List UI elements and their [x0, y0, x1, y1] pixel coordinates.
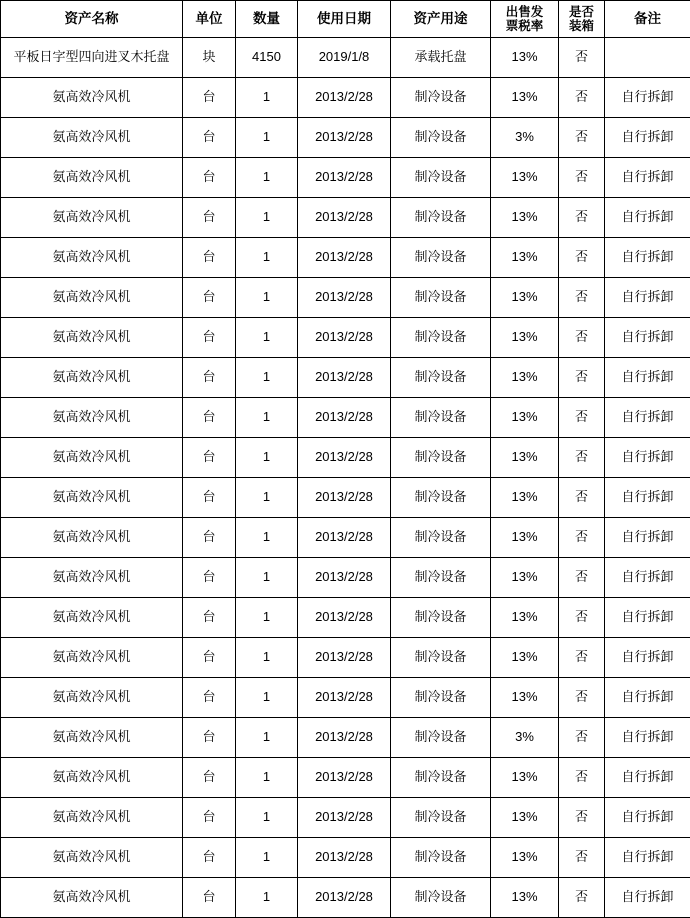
cell-remark: 自行拆卸	[605, 318, 690, 358]
cell-asset-name: 氨高效冷风机	[1, 278, 183, 318]
cell-quantity: 1	[236, 318, 298, 358]
cell-packed: 否	[559, 438, 605, 478]
cell-tax-rate: 13%	[491, 758, 559, 798]
cell-use-date: 2013/2/28	[298, 318, 391, 358]
cell-tax-rate: 13%	[491, 158, 559, 198]
cell-remark	[605, 38, 690, 78]
cell-unit: 台	[183, 718, 236, 758]
cell-quantity: 1	[236, 798, 298, 838]
cell-unit: 台	[183, 198, 236, 238]
cell-quantity: 1	[236, 358, 298, 398]
cell-remark: 自行拆卸	[605, 598, 690, 638]
column-header-use-date: 使用日期	[298, 1, 391, 38]
cell-use-date: 2013/2/28	[298, 638, 391, 678]
cell-asset-name: 氨高效冷风机	[1, 438, 183, 478]
table-row	[1, 598, 690, 638]
table-row	[1, 758, 690, 798]
cell-asset-purpose: 制冷设备	[391, 478, 491, 518]
cell-use-date: 2013/2/28	[298, 78, 391, 118]
cell-quantity: 1	[236, 678, 298, 718]
cell-packed: 否	[559, 158, 605, 198]
cell-asset-purpose: 制冷设备	[391, 238, 491, 278]
cell-asset-name: 平板日字型四向进叉木托盘	[1, 38, 183, 78]
table-row	[1, 318, 690, 358]
cell-use-date: 2019/1/8	[298, 38, 391, 78]
cell-remark: 自行拆卸	[605, 78, 690, 118]
cell-asset-name: 氨高效冷风机	[1, 78, 183, 118]
cell-tax-rate: 13%	[491, 438, 559, 478]
cell-tax-rate: 13%	[491, 598, 559, 638]
column-header-packed	[559, 1, 605, 38]
column-header-asset-purpose: 资产用途	[391, 1, 491, 38]
cell-tax-rate: 13%	[491, 878, 559, 918]
cell-packed: 否	[559, 598, 605, 638]
table-header-row	[1, 1, 690, 38]
cell-tax-rate: 13%	[491, 78, 559, 118]
cell-unit: 台	[183, 318, 236, 358]
cell-asset-name: 氨高效冷风机	[1, 238, 183, 278]
table-row	[1, 838, 690, 878]
cell-asset-name: 氨高效冷风机	[1, 118, 183, 158]
cell-quantity: 1	[236, 758, 298, 798]
cell-packed: 否	[559, 638, 605, 678]
cell-use-date: 2013/2/28	[298, 238, 391, 278]
table-row	[1, 718, 690, 758]
cell-use-date: 2013/2/28	[298, 758, 391, 798]
table-row	[1, 638, 690, 678]
cell-asset-purpose: 制冷设备	[391, 318, 491, 358]
cell-tax-rate: 13%	[491, 198, 559, 238]
cell-remark: 自行拆卸	[605, 438, 690, 478]
cell-asset-purpose: 制冷设备	[391, 718, 491, 758]
cell-asset-purpose: 制冷设备	[391, 678, 491, 718]
column-header-quantity: 数量	[236, 1, 298, 38]
cell-unit: 台	[183, 598, 236, 638]
cell-remark: 自行拆卸	[605, 838, 690, 878]
cell-quantity: 1	[236, 238, 298, 278]
cell-unit: 台	[183, 518, 236, 558]
cell-asset-purpose: 制冷设备	[391, 118, 491, 158]
cell-asset-purpose: 制冷设备	[391, 358, 491, 398]
cell-asset-purpose: 制冷设备	[391, 598, 491, 638]
cell-use-date: 2013/2/28	[298, 558, 391, 598]
cell-asset-purpose: 制冷设备	[391, 798, 491, 838]
cell-asset-purpose: 制冷设备	[391, 558, 491, 598]
cell-tax-rate: 13%	[491, 558, 559, 598]
packed-header-line-1: 是否	[561, 5, 602, 19]
cell-asset-purpose: 制冷设备	[391, 78, 491, 118]
cell-tax-rate: 13%	[491, 798, 559, 838]
cell-unit: 台	[183, 118, 236, 158]
cell-remark: 自行拆卸	[605, 718, 690, 758]
cell-packed: 否	[559, 758, 605, 798]
table-row	[1, 38, 690, 78]
cell-remark: 自行拆卸	[605, 758, 690, 798]
table-row	[1, 278, 690, 318]
cell-asset-name: 氨高效冷风机	[1, 358, 183, 398]
cell-unit: 台	[183, 838, 236, 878]
cell-asset-purpose: 制冷设备	[391, 158, 491, 198]
cell-asset-name: 氨高效冷风机	[1, 198, 183, 238]
table-header	[1, 1, 690, 38]
column-header-unit: 单位	[183, 1, 236, 38]
cell-asset-name: 氨高效冷风机	[1, 158, 183, 198]
table-row	[1, 238, 690, 278]
cell-unit: 台	[183, 358, 236, 398]
cell-use-date: 2013/2/28	[298, 358, 391, 398]
cell-remark: 自行拆卸	[605, 798, 690, 838]
cell-remark: 自行拆卸	[605, 158, 690, 198]
table-row	[1, 558, 690, 598]
cell-asset-purpose: 制冷设备	[391, 638, 491, 678]
cell-packed: 否	[559, 358, 605, 398]
cell-use-date: 2013/2/28	[298, 878, 391, 918]
cell-quantity: 1	[236, 638, 298, 678]
cell-unit: 块	[183, 38, 236, 78]
cell-quantity: 1	[236, 558, 298, 598]
cell-quantity: 1	[236, 438, 298, 478]
cell-quantity: 1	[236, 278, 298, 318]
cell-asset-purpose: 制冷设备	[391, 438, 491, 478]
table-row	[1, 358, 690, 398]
cell-asset-name: 氨高效冷风机	[1, 398, 183, 438]
cell-remark: 自行拆卸	[605, 238, 690, 278]
cell-tax-rate: 13%	[491, 238, 559, 278]
cell-tax-rate: 3%	[491, 118, 559, 158]
cell-packed: 否	[559, 478, 605, 518]
table-row	[1, 878, 690, 918]
cell-packed: 否	[559, 838, 605, 878]
cell-quantity: 1	[236, 518, 298, 558]
cell-use-date: 2013/2/28	[298, 798, 391, 838]
tax-rate-header-line-1: 出售发	[493, 5, 556, 19]
cell-asset-name: 氨高效冷风机	[1, 638, 183, 678]
cell-packed: 否	[559, 878, 605, 918]
cell-packed: 否	[559, 38, 605, 78]
cell-packed: 否	[559, 198, 605, 238]
cell-packed: 否	[559, 678, 605, 718]
cell-unit: 台	[183, 238, 236, 278]
cell-unit: 台	[183, 158, 236, 198]
cell-packed: 否	[559, 718, 605, 758]
cell-packed: 否	[559, 398, 605, 438]
cell-remark: 自行拆卸	[605, 398, 690, 438]
cell-unit: 台	[183, 398, 236, 438]
cell-packed: 否	[559, 238, 605, 278]
table-row	[1, 78, 690, 118]
table-row	[1, 798, 690, 838]
cell-tax-rate: 3%	[491, 718, 559, 758]
cell-remark: 自行拆卸	[605, 278, 690, 318]
cell-unit: 台	[183, 798, 236, 838]
table-row	[1, 678, 690, 718]
cell-quantity: 1	[236, 718, 298, 758]
table-row	[1, 158, 690, 198]
cell-use-date: 2013/2/28	[298, 478, 391, 518]
cell-remark: 自行拆卸	[605, 518, 690, 558]
cell-unit: 台	[183, 478, 236, 518]
cell-asset-name: 氨高效冷风机	[1, 758, 183, 798]
column-header-asset-name: 资产名称	[1, 1, 183, 38]
cell-asset-name: 氨高效冷风机	[1, 798, 183, 838]
cell-quantity: 1	[236, 478, 298, 518]
cell-asset-purpose: 制冷设备	[391, 878, 491, 918]
cell-use-date: 2013/2/28	[298, 118, 391, 158]
cell-asset-name: 氨高效冷风机	[1, 518, 183, 558]
cell-asset-purpose: 承载托盘	[391, 38, 491, 78]
cell-unit: 台	[183, 558, 236, 598]
cell-use-date: 2013/2/28	[298, 398, 391, 438]
cell-asset-purpose: 制冷设备	[391, 758, 491, 798]
cell-remark: 自行拆卸	[605, 878, 690, 918]
cell-asset-purpose: 制冷设备	[391, 518, 491, 558]
cell-quantity: 1	[236, 118, 298, 158]
cell-remark: 自行拆卸	[605, 118, 690, 158]
cell-use-date: 2013/2/28	[298, 198, 391, 238]
cell-quantity: 1	[236, 838, 298, 878]
cell-asset-purpose: 制冷设备	[391, 398, 491, 438]
tax-rate-header-line-2: 票税率	[493, 19, 556, 33]
cell-packed: 否	[559, 318, 605, 358]
cell-asset-name: 氨高效冷风机	[1, 678, 183, 718]
cell-quantity: 4150	[236, 38, 298, 78]
cell-asset-name: 氨高效冷风机	[1, 318, 183, 358]
cell-asset-name: 氨高效冷风机	[1, 558, 183, 598]
column-header-remark: 备注	[605, 1, 690, 38]
cell-unit: 台	[183, 278, 236, 318]
cell-quantity: 1	[236, 398, 298, 438]
cell-use-date: 2013/2/28	[298, 598, 391, 638]
cell-remark: 自行拆卸	[605, 478, 690, 518]
cell-unit: 台	[183, 638, 236, 678]
cell-quantity: 1	[236, 598, 298, 638]
table-row	[1, 118, 690, 158]
cell-use-date: 2013/2/28	[298, 438, 391, 478]
cell-asset-name: 氨高效冷风机	[1, 838, 183, 878]
cell-quantity: 1	[236, 198, 298, 238]
cell-quantity: 1	[236, 878, 298, 918]
cell-tax-rate: 13%	[491, 358, 559, 398]
packed-header-line-2: 装箱	[561, 19, 602, 33]
table-row	[1, 518, 690, 558]
cell-use-date: 2013/2/28	[298, 518, 391, 558]
cell-tax-rate: 13%	[491, 318, 559, 358]
cell-use-date: 2013/2/28	[298, 678, 391, 718]
cell-use-date: 2013/2/28	[298, 838, 391, 878]
cell-packed: 否	[559, 798, 605, 838]
cell-unit: 台	[183, 438, 236, 478]
cell-packed: 否	[559, 518, 605, 558]
cell-quantity: 1	[236, 158, 298, 198]
cell-packed: 否	[559, 558, 605, 598]
cell-asset-name: 氨高效冷风机	[1, 478, 183, 518]
cell-asset-purpose: 制冷设备	[391, 278, 491, 318]
table-row	[1, 438, 690, 478]
cell-remark: 自行拆卸	[605, 198, 690, 238]
cell-asset-purpose: 制冷设备	[391, 838, 491, 878]
cell-asset-name: 氨高效冷风机	[1, 718, 183, 758]
cell-tax-rate: 13%	[491, 638, 559, 678]
cell-unit: 台	[183, 78, 236, 118]
cell-asset-name: 氨高效冷风机	[1, 878, 183, 918]
cell-use-date: 2013/2/28	[298, 158, 391, 198]
cell-quantity: 1	[236, 78, 298, 118]
cell-tax-rate: 13%	[491, 38, 559, 78]
cell-tax-rate: 13%	[491, 838, 559, 878]
cell-unit: 台	[183, 878, 236, 918]
cell-asset-purpose: 制冷设备	[391, 198, 491, 238]
cell-unit: 台	[183, 678, 236, 718]
cell-packed: 否	[559, 118, 605, 158]
cell-tax-rate: 13%	[491, 478, 559, 518]
cell-packed: 否	[559, 78, 605, 118]
cell-remark: 自行拆卸	[605, 638, 690, 678]
column-header-sale-invoice-tax-rate	[491, 1, 559, 38]
table-row	[1, 198, 690, 238]
cell-use-date: 2013/2/28	[298, 718, 391, 758]
table-body	[1, 38, 690, 918]
cell-use-date: 2013/2/28	[298, 278, 391, 318]
cell-tax-rate: 13%	[491, 398, 559, 438]
cell-remark: 自行拆卸	[605, 678, 690, 718]
cell-unit: 台	[183, 758, 236, 798]
cell-tax-rate: 13%	[491, 278, 559, 318]
cell-packed: 否	[559, 278, 605, 318]
cell-asset-name: 氨高效冷风机	[1, 598, 183, 638]
table-row	[1, 398, 690, 438]
cell-remark: 自行拆卸	[605, 558, 690, 598]
table-row	[1, 478, 690, 518]
cell-tax-rate: 13%	[491, 678, 559, 718]
cell-remark: 自行拆卸	[605, 358, 690, 398]
cell-tax-rate: 13%	[491, 518, 559, 558]
